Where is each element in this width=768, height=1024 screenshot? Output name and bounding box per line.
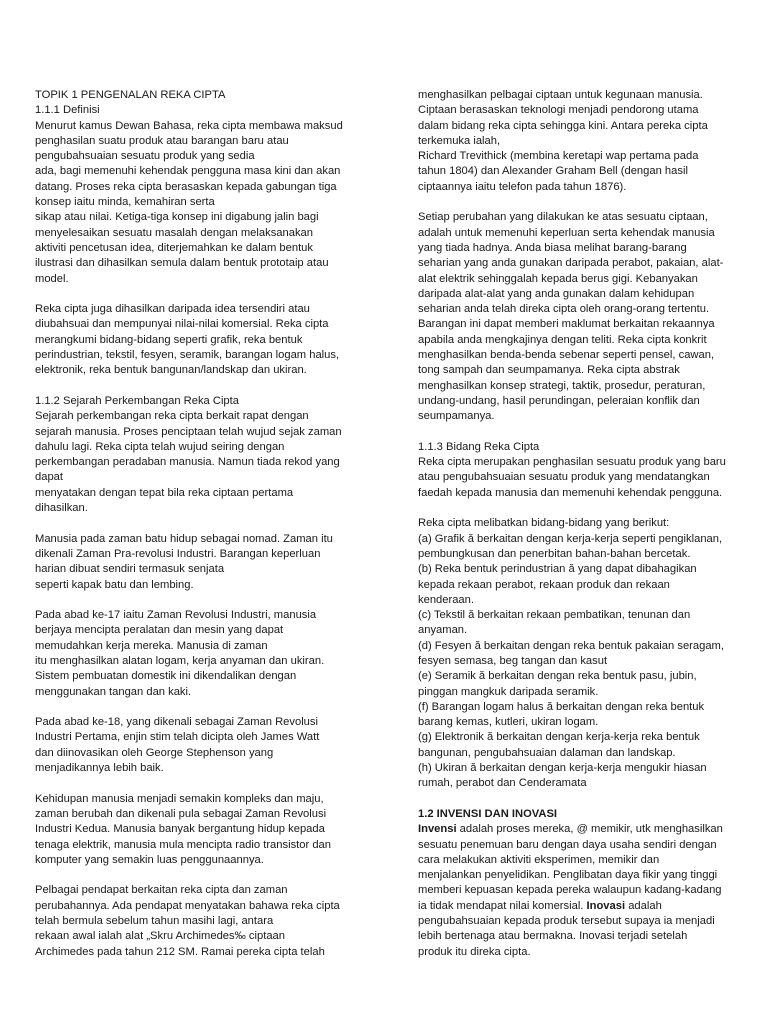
text-line: daripada alat-alat yang anda gunakan dalam kehidupan	[418, 287, 695, 300]
text-run: ia tidak mendapat nilai komersial.	[418, 899, 587, 912]
list-item: pembungkusan dan penerbitan bahan-bahan bercetak.	[418, 547, 691, 560]
text-line: undang-undang, hasil perundingan, peleraian konflik dan	[418, 394, 700, 407]
text-run: adalah proses mereka, @ memikir, utk menghasilkan	[456, 823, 723, 836]
paragraph-inventors	[418, 88, 748, 195]
text-line: Ciptaan berasaskan teknologi menjadi pendorong utama	[418, 104, 699, 117]
text-line: model.	[35, 272, 69, 285]
text-line: dihasilkan.	[35, 502, 88, 515]
text-line: Barangan ini dapat memberi maklumat berkaitan rekaannya	[418, 318, 715, 331]
list-item: rumah, perabot dan Cenderamata	[418, 777, 587, 790]
text-line: Reka cipta juga dihasilkan daripada idea tersendiri atau	[35, 303, 310, 316]
text-line: atau pengubahsuaian sesuatu produk yang mendatangkan	[418, 471, 710, 484]
list-item: (b) Reka bentuk perindustrian ă yang dapat dibahagikan	[418, 563, 697, 576]
text-line: menjadikannya lebih baik.	[35, 762, 164, 775]
term-invensi: Invensi	[418, 823, 457, 836]
paragraph-invention-innovation	[418, 822, 748, 960]
paragraph-everyday-items	[418, 210, 748, 424]
paragraph-history	[35, 409, 380, 516]
text-line: Industri Pertama, enjin stim telah dicipta oleh James Watt	[35, 731, 320, 744]
text-line: komputer yang semakin luas penggunaannya.	[35, 853, 264, 866]
text-line	[418, 899, 748, 914]
text-line: produk itu direka cipta.	[418, 945, 531, 958]
paragraph-field-definition	[418, 455, 748, 501]
text-line: Richard Trevithick (membina keretapi wap pertama pada	[418, 150, 699, 163]
text-line: rekaan awal ialah alat „Skru Archimedes‰ ciptaan	[35, 930, 285, 943]
text-line: seumpamanya.	[418, 410, 495, 423]
list-item: (e) Seramik ă berkaitan dengan reka bentuk pasu, jubin,	[418, 670, 697, 683]
text-line: apabila anda mengkajinya dengan teliti. Reka cipta konkrit	[418, 333, 707, 346]
list-item: bangunan, pengubahsuaian dalaman dan landskap.	[418, 746, 676, 759]
list-item: fesyen semasa, beg tangan dan kasut	[418, 654, 608, 667]
text-line: ciptaannya iaitu telefon pada tahun 1876).	[418, 180, 627, 193]
text-line: memberi kepuasan kepada pereka walaupun kadang-kadang	[418, 884, 722, 897]
section-heading-1-1-1: 1.1.1 Definisi	[35, 104, 100, 117]
term-inovasi: Inovasi	[586, 899, 626, 912]
text-line: dahulu lagi. Reka cipta telah wujud seiring dengan	[35, 440, 285, 453]
text-line: yang tiada hadnya. Anda biasa melihat barang-barang	[418, 241, 687, 254]
text-line: Reka cipta merupakan penghasilan sesuatu produk yang baru	[418, 456, 726, 469]
text-line: Sejarah perkembangan reka cipta berkait rapat dengan	[35, 410, 309, 423]
text-line: dalam bidang reka cipta sehingga kini. Antara pereka cipta	[418, 119, 708, 132]
list-item: (a) Grafik ă berkaitan dengan kerja-kerja seperti pengiklanan,	[418, 532, 723, 545]
text-line: cara melakukan aktiviti eksperimen, memikir dan	[418, 853, 660, 866]
text-line: Pelbagai pendapat berkaitan reka cipta dan zaman	[35, 884, 288, 897]
text-line: seharian yang anda gunakan daripada perabot, pakaian, alat-	[418, 257, 724, 270]
section-heading-1-1-2: 1.1.2 Sejarah Perkembangan Reka Cipta	[35, 394, 239, 407]
text-line: menghasilkan pelbagai ciptaan untuk kegunaan manusia.	[418, 89, 703, 101]
text-line: Sistem pembuatan domestik ini dikendalikan dengan	[35, 670, 297, 683]
text-line: pengubahsuaian sesuatu produk yang sedia	[35, 150, 255, 163]
text-line: menyelesaikan sesuatu masalah dengan melaksanakan	[35, 226, 313, 239]
list-item: kepada rekaan perabot, rekaan produk dan rekaan	[418, 578, 670, 591]
text-line: harian dibuat sendiri termasuk senjata	[35, 563, 225, 576]
list-item: kenderaan.	[418, 593, 474, 606]
text-line: seperti kapak batu dan lembing.	[35, 578, 194, 591]
paragraph-second-revolution	[35, 792, 380, 868]
paragraph-18th-century	[35, 715, 380, 776]
list-item: barang kemas, kutleri, ukiran logam.	[418, 716, 599, 729]
text-line: Industri Kedua. Manusia banyak bergantung hidup kepada	[35, 823, 325, 836]
text-line: penghasilan suatu produk atau barangan baru atau	[35, 134, 289, 147]
text-line: zaman berubah dan dikenali pula sebagai Zaman Revolusi	[35, 807, 327, 820]
text-line: Pada abad ke-18, yang dikenali sebagai Zaman Revolusi	[35, 716, 318, 729]
list-item: (g) Elektronik ă berkaitan dengan kerja-kerja reka bentuk	[418, 731, 700, 744]
list-item: anyaman.	[418, 624, 468, 637]
text-line: menghasilkan konsep strategi, taktik, prosedur, peraturan,	[418, 379, 706, 392]
text-line: telah bermula sebelum tahun masihi lagi, antara	[35, 915, 274, 928]
list-item: pinggan mangkuk daripada seramik.	[418, 685, 599, 698]
text-line: terkemuka ialah,	[418, 134, 501, 147]
text-line: sesuatu penemuan baru dengan daya usaha sendiri dengan	[418, 838, 717, 851]
text-line: itu menghasilkan alatan logam, kerja anyaman dan ukiran.	[35, 654, 325, 667]
text-line: Manusia pada zaman batu hidup sebagai nomad. Zaman itu	[35, 532, 333, 545]
paragraph-commercial	[35, 302, 380, 378]
list-item: Reka cipta melibatkan bidang-bidang yang berikut:	[418, 517, 670, 530]
text-line: ada, bagi memenuhi kehendak pengguna masa kini dan akan	[35, 165, 341, 178]
text-line: Archimedes pada tahun 212 SM. Ramai pereka cipta telah	[35, 945, 325, 958]
text-line: dapat	[35, 471, 63, 484]
text-line: diubahsuai dan mempunyai nilai-nilai komersial. Reka cipta	[35, 318, 329, 331]
text-line: faedah kepada manusia dan memenuhi kehendak pengguna.	[418, 486, 723, 499]
text-line: menghasilkan benda-benda sebenar seperti pensel, cawan,	[418, 349, 715, 362]
section-heading-1-2	[418, 807, 748, 822]
text-line: perubahannya. Ada pendapat menyatakan bahawa reka cipta	[35, 899, 340, 912]
text-line: aktiviti pencetusan idea, diterjemahkan ke dalam bentuk	[35, 241, 313, 254]
text-line: Kehidupan manusia menjadi semakin kompleks dan maju,	[35, 792, 324, 805]
text-line: Pada abad ke-17 iaitu Zaman Revolusi Industri, manusia	[35, 609, 317, 622]
list-item: (f) Barangan logam halus ă berkaitan dengan reka bentuk	[418, 700, 705, 713]
text-line: perindustrian, tekstil, fesyen, seramik, barangan logam halus,	[35, 349, 340, 362]
list-item: (d) Fesyen ă berkaitan dengan reka bentuk pakaian seragam,	[418, 639, 724, 652]
text-line: seharian anda telah direka cipta oleh orang-orang tertentu.	[418, 303, 710, 316]
text-line: berjaya mencipta peralatan dan mesin yang dapat	[35, 624, 284, 637]
paragraph-opinions	[35, 883, 380, 959]
list-fields	[418, 516, 748, 791]
text-line: menggunakan tangan dan kaki.	[35, 685, 192, 698]
right-column	[418, 88, 748, 960]
list-item: (c) Tekstil ă berkaitan rekaan pembatikan, tenunan dan	[418, 609, 691, 622]
text-line: menjalankan penyelidikan. Penglibatan daya fikir yang tinggi	[418, 869, 718, 882]
text-line: merangkumi bidang-bidang seperti grafik, reka bentuk	[35, 333, 303, 346]
text-line: elektronik, reka bentuk bangunan/landskap dan ukiran.	[35, 364, 307, 377]
text-line: tong sampah dan seumpamanya. Reka cipta abstrak	[418, 364, 680, 377]
text-line: adalah untuk memenuhi keperluan serta kehendak manusia	[418, 226, 715, 239]
text-line: dikenali Zaman Pra-revolusi Industri. Barangan keperluan	[35, 547, 321, 560]
text-line: konsep iaitu minda, kemahiran serta	[35, 196, 215, 209]
text-line: Menurut kamus Dewan Bahasa, reka cipta membawa maksud	[35, 119, 343, 132]
paragraph-17th-century	[35, 608, 380, 700]
text-line	[418, 822, 748, 837]
paragraph-definition	[35, 119, 380, 287]
text-line: tahun 1804) dan Alexander Graham Bell (dengan hasil	[418, 165, 688, 178]
text-line: Setiap perubahan yang dilakukan ke atas sesuatu ciptaan,	[418, 211, 708, 224]
text-line: lebih bertenaga atau bermakna. Inovasi terjadi setelah	[418, 930, 688, 943]
text-line: perkembangan peradaban manusia. Namun tiada rekod yang	[35, 456, 340, 469]
text-line: memudahkan kerja mereka. Manusia di zaman	[35, 639, 268, 652]
text-line: menyatakan dengan tepat bila reka ciptaan pertama	[35, 486, 294, 499]
text-line: dan diinovasikan oleh George Stephenson yang	[35, 746, 274, 759]
section-heading-1-1-3: 1.1.3 Bidang Reka Cipta	[418, 440, 540, 453]
text-line: alat elektrik sehinggalah kepada berus gigi. Kebanyakan	[418, 272, 698, 285]
text-line: sikap atau nilai. Ketiga-tiga konsep ini digabung jalin bagi	[35, 211, 319, 224]
text-line: sejarah manusia. Proses penciptaan telah wujud sejak zaman	[35, 425, 342, 438]
text-line: pengubahsuaian kepada produk tersebut supaya ia menjadi	[418, 915, 715, 928]
section-heading-1-2-text: 1.2 INVENSI DAN INOVASI	[418, 807, 558, 820]
text-line: ilustrasi dan dihasilkan semula dalam bentuk prototaip atau	[35, 257, 329, 270]
left-column	[35, 88, 380, 960]
paragraph-stone-age	[35, 532, 380, 593]
text-line: datang. Proses reka cipta berasaskan kepada gabungan tiga	[35, 180, 337, 193]
list-item: (h) Ukiran ă berkaitan dengan kerja-kerja mengukir hiasan	[418, 762, 707, 775]
text-line: tenaga elektrik, manusia mula mencipta radio transistor dan	[35, 838, 331, 851]
text-run: adalah	[625, 899, 662, 912]
topic-title: TOPIK 1 PENGENALAN REKA CIPTA	[35, 89, 226, 101]
